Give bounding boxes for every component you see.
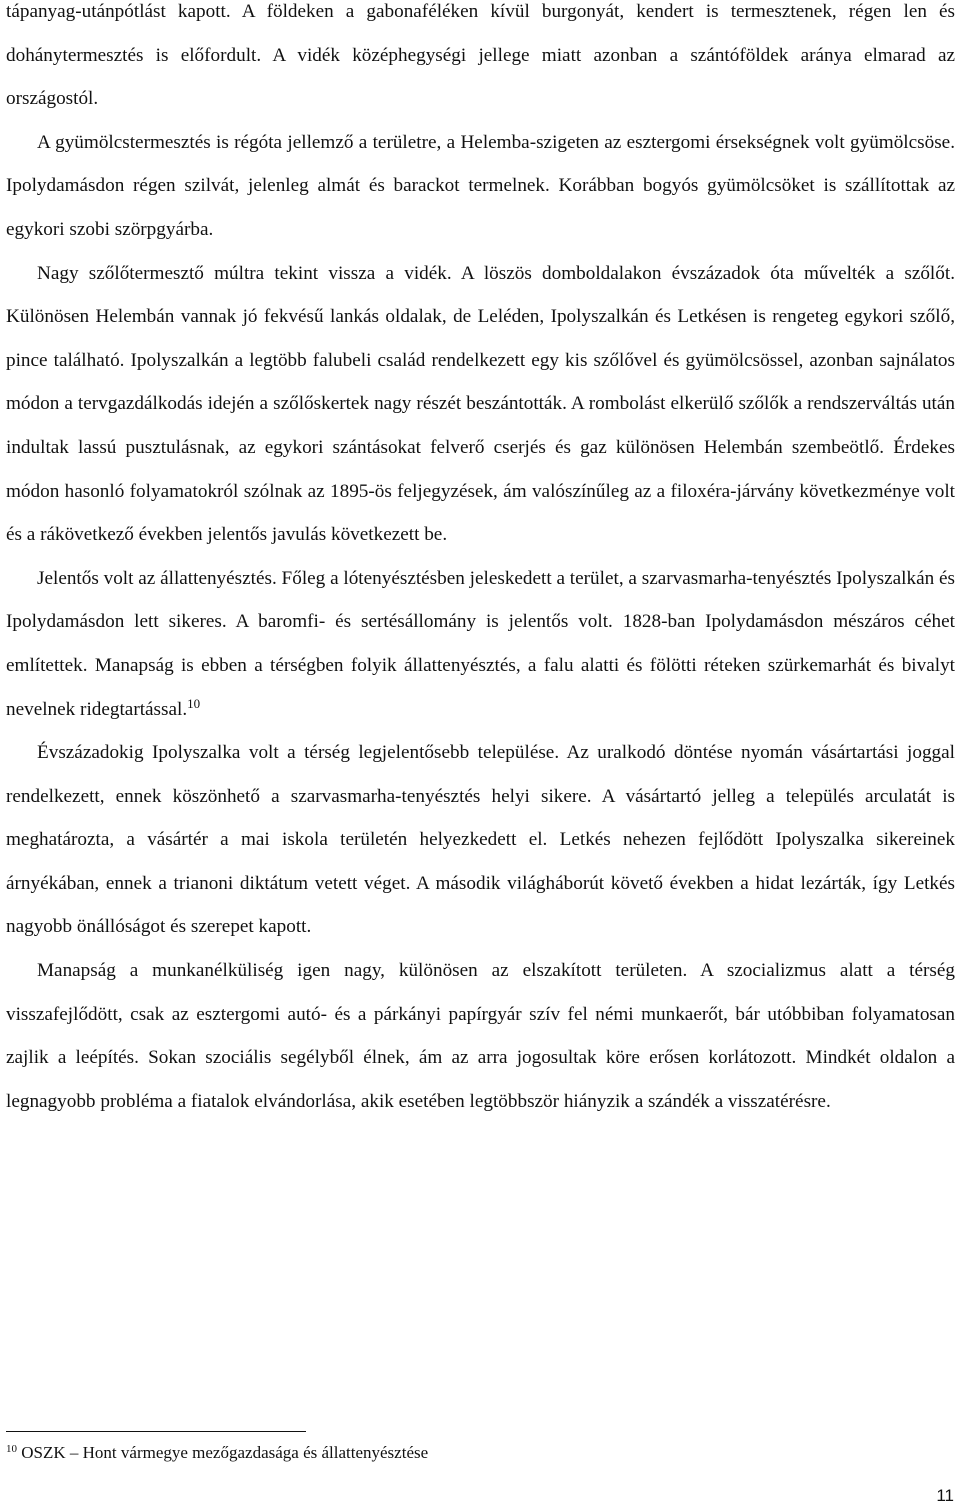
paragraph: [6, 557, 955, 731]
paragraph: A gyümölcstermesztés is régóta jellemző a területre, a Helemba-szigeten az esztergomi érsekségnek volt gyümölcsöse. Ipolydamásdon régen szilvát, jelenleg almát és barackot termelnek. Korábban bogyós gyümölcsöket is szállítottak az egykori szobi szörpgyárba.: [6, 131, 955, 240]
paragraph: Évszázadokig Ipolyszalka volt a térség legjelentősebb települése. Az uralkodó döntése nyomán vásártartási joggal rendelkezett, ennek köszönhető a szarvasmarha-tenyésztés helyi sikere. A vásártartó jelleg a település arculatát is meghatározta, a vásártér a mai iskola területén helyezkedett el. Letkés nehezen fejlődött Ipolyszalka sikereinek árnyékában, ennek a trianoni diktátum vetett véget. A második világháborút követő években a hidat lezárták, így Letkés nagyobb önállóságot és szerepet kapott.: [6, 742, 955, 938]
footnote-text: OSZK – Hont vármegye mezőgazdasága és állattenyésztése: [21, 1443, 429, 1462]
footnote-reference[interactable]: 10: [187, 695, 201, 711]
paragraph: Manapság a munkanélküliség igen nagy, különösen az elszakított területen. A szocializmus alatt a térség visszafejlődött, csak az esztergomi autó- és a párkányi papírgyár szív fel némi munkaerőt, bár utóbbiban folyamatosan zajlik a leépítés. Sokan szociális segélyből élnek, ám az arra jogosultak köre erősen korlátozott. Mindkét oldalon a legnagyobb probléma a fiatalok elvándorlása, akik esetében legtöbbször hiányzik a szándék a visszatérésre.: [6, 960, 955, 1112]
page-number: 11: [936, 1486, 954, 1505]
footnote: [6, 1441, 906, 1465]
footnote-number: 10: [6, 1442, 17, 1455]
paragraph-text: Jelentős volt az állattenyésztés. Főleg a lótenyésztésben jeleskedett a terület, a szarvasmarha-tenyésztés Ipolyszalkán és Ipolydamásdon lett sikeres. A baromfi- és sertésállomány is jelentős volt. 1828-ban Ipolydamásdon mészáros céhet említettek. Manapság is ebben a térségben folyik állattenyésztés, a falu alatti és fölötti réteken szürkemarhát és bivalyt nevelnek ridegtartással.: [6, 567, 955, 720]
footnote-separator: [6, 1431, 306, 1432]
paragraph: Nagy szőlőtermesztő múltra tekint vissza a vidék. A löszös domboldalakon évszázadok óta művelték a szőlőt. Különösen Helembán vannak jó fekvésű lankás oldalak, de Leléden, Ipolyszalkán és Letkésen is rengeteg egykori szőlő, pince található. Ipolyszalkán a legtöbb falubeli család rendelkezett egy kis szőlővel és gyümölcsössel, azonban sajnálatos módon a tervgazdálkodás idején a szőlőskertek nagy részét beszántották. A rombolást elkerülő szőlők a rendszerváltás után indultak lassú pusztulásnak, az egykori szántásokat felverő cserjés és gaz különösen Helembán szembeötlő. Érdekes módon hasonló folyamatokról szólnak az 1895-ös feljegyzések, ám valószínűleg az a filoxéra-járvány következménye volt és a rákövetkező években jelentős javulás következett be.: [6, 262, 955, 546]
body-text: [6, 0, 955, 1123]
paragraph: tápanyag-utánpótlást kapott. A földeken a gabonaféléken kívül burgonyát, kendert is termesztenek, régen len és dohánytermesztés is előfordult. A vidék középhegységi jellege miatt azonban a szántóföldek aránya elmarad az országostól.: [6, 1, 955, 110]
